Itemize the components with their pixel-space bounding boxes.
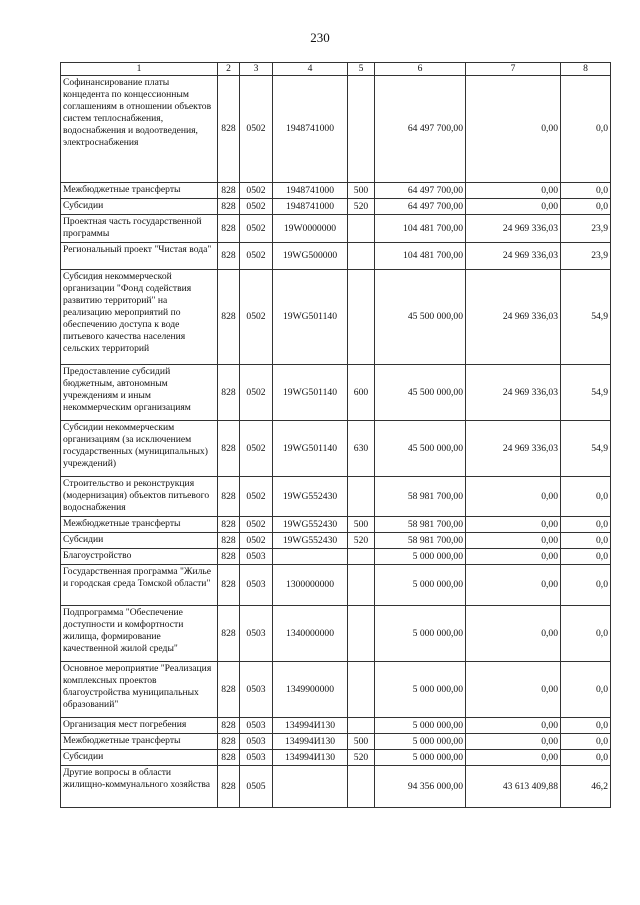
execution-percent-cell: 0,0	[561, 718, 611, 734]
table-row	[61, 421, 611, 477]
planned-amount-cell: 45 500 000,00	[375, 421, 466, 477]
executed-amount-cell: 0,00	[466, 606, 561, 662]
executed-amount-cell: 0,00	[466, 662, 561, 718]
header-cell: 4	[273, 63, 348, 76]
ministry-code-cell: 828	[218, 734, 240, 750]
planned-amount-cell: 64 497 700,00	[375, 199, 466, 215]
row-name-cell: Софинансирование платы концедента по концессионным соглашениям в отношении объектов систем теплоснабжения, водоснабжения и водоотведения, электроснабжения	[61, 76, 218, 183]
target-article-code-cell	[273, 766, 348, 808]
row-name-cell: Субсидии	[61, 199, 218, 215]
executed-amount-cell: 43 613 409,88	[466, 766, 561, 808]
expense-type-code-cell	[348, 718, 375, 734]
page-number: 230	[310, 30, 330, 45]
target-article-code-cell: 1948741000	[273, 183, 348, 199]
expense-type-code-cell	[348, 766, 375, 808]
ministry-code-cell: 828	[218, 421, 240, 477]
section-code-cell: 0503	[240, 549, 273, 565]
executed-amount-cell: 24 969 336,03	[466, 243, 561, 270]
section-code-cell: 0503	[240, 750, 273, 766]
target-article-code-cell: 19WG501140	[273, 270, 348, 365]
expense-type-code-cell	[348, 606, 375, 662]
section-code-cell: 0502	[240, 421, 273, 477]
ministry-code-cell: 828	[218, 565, 240, 606]
execution-percent-cell: 0,0	[561, 533, 611, 549]
row-name-cell: Субсидии	[61, 750, 218, 766]
execution-percent-cell: 0,0	[561, 183, 611, 199]
executed-amount-cell: 0,00	[466, 718, 561, 734]
row-name-cell: Благоустройство	[61, 549, 218, 565]
table-row	[61, 517, 611, 533]
target-article-code-cell: 19WG552430	[273, 533, 348, 549]
section-code-cell: 0502	[240, 517, 273, 533]
execution-percent-cell: 0,0	[561, 750, 611, 766]
section-code-cell: 0502	[240, 270, 273, 365]
row-name-cell: Межбюджетные трансферты	[61, 734, 218, 750]
executed-amount-cell: 0,00	[466, 533, 561, 549]
header-cell: 8	[561, 63, 611, 76]
planned-amount-cell: 94 356 000,00	[375, 766, 466, 808]
target-article-code-cell	[273, 549, 348, 565]
target-article-code-cell: 1340000000	[273, 606, 348, 662]
execution-percent-cell: 23,9	[561, 215, 611, 243]
expense-type-code-cell: 520	[348, 750, 375, 766]
section-code-cell: 0503	[240, 662, 273, 718]
planned-amount-cell: 5 000 000,00	[375, 565, 466, 606]
header-cell: 6	[375, 63, 466, 76]
executed-amount-cell: 24 969 336,03	[466, 365, 561, 421]
planned-amount-cell: 58 981 700,00	[375, 517, 466, 533]
ministry-code-cell: 828	[218, 270, 240, 365]
executed-amount-cell: 0,00	[466, 734, 561, 750]
row-name-cell: Межбюджетные трансферты	[61, 183, 218, 199]
execution-percent-cell: 0,0	[561, 606, 611, 662]
executed-amount-cell: 0,00	[466, 76, 561, 183]
section-code-cell: 0502	[240, 215, 273, 243]
executed-amount-cell: 0,00	[466, 199, 561, 215]
section-code-cell: 0502	[240, 243, 273, 270]
table-row	[61, 606, 611, 662]
header-cell: 2	[218, 63, 240, 76]
expense-type-code-cell	[348, 565, 375, 606]
planned-amount-cell: 104 481 700,00	[375, 243, 466, 270]
ministry-code-cell: 828	[218, 718, 240, 734]
expense-type-code-cell: 500	[348, 183, 375, 199]
expense-type-code-cell	[348, 549, 375, 565]
planned-amount-cell: 5 000 000,00	[375, 750, 466, 766]
table-row	[61, 565, 611, 606]
planned-amount-cell: 64 497 700,00	[375, 76, 466, 183]
ministry-code-cell: 828	[218, 533, 240, 549]
expense-type-code-cell	[348, 76, 375, 183]
target-article-code-cell: 19WG501140	[273, 365, 348, 421]
execution-percent-cell: 0,0	[561, 662, 611, 718]
planned-amount-cell: 5 000 000,00	[375, 549, 466, 565]
table-row	[61, 533, 611, 549]
ministry-code-cell: 828	[218, 766, 240, 808]
section-code-cell: 0502	[240, 365, 273, 421]
execution-percent-cell: 0,0	[561, 76, 611, 183]
budget-table	[60, 62, 611, 808]
execution-percent-cell: 0,0	[561, 517, 611, 533]
row-name-cell: Строительство и реконструкция (модернизация) объектов питьевого водоснабжения	[61, 477, 218, 517]
planned-amount-cell: 5 000 000,00	[375, 606, 466, 662]
target-article-code-cell: 134994И130	[273, 718, 348, 734]
section-code-cell: 0502	[240, 533, 273, 549]
target-article-code-cell: 19WG552430	[273, 477, 348, 517]
row-name-cell: Другие вопросы в области жилищно-коммунального хозяйства	[61, 766, 218, 808]
planned-amount-cell: 58 981 700,00	[375, 477, 466, 517]
table-row	[61, 718, 611, 734]
section-code-cell: 0502	[240, 477, 273, 517]
planned-amount-cell: 45 500 000,00	[375, 365, 466, 421]
expense-type-code-cell	[348, 243, 375, 270]
expense-type-code-cell	[348, 662, 375, 718]
row-name-cell: Государственная программа "Жилье и городская среда Томской области"	[61, 565, 218, 606]
executed-amount-cell: 0,00	[466, 183, 561, 199]
header-cell: 3	[240, 63, 273, 76]
table-row	[61, 549, 611, 565]
ministry-code-cell: 828	[218, 750, 240, 766]
expense-type-code-cell: 500	[348, 517, 375, 533]
execution-percent-cell: 0,0	[561, 477, 611, 517]
table-row	[61, 662, 611, 718]
expense-type-code-cell: 630	[348, 421, 375, 477]
ministry-code-cell: 828	[218, 199, 240, 215]
section-code-cell: 0503	[240, 565, 273, 606]
row-name-cell: Организация мест погребения	[61, 718, 218, 734]
table-row	[61, 734, 611, 750]
expense-type-code-cell: 500	[348, 734, 375, 750]
executed-amount-cell: 0,00	[466, 477, 561, 517]
executed-amount-cell: 24 969 336,03	[466, 215, 561, 243]
target-article-code-cell: 1349900000	[273, 662, 348, 718]
header-cell: 1	[61, 63, 218, 76]
executed-amount-cell: 24 969 336,03	[466, 421, 561, 477]
execution-percent-cell: 0,0	[561, 734, 611, 750]
expense-type-code-cell	[348, 215, 375, 243]
target-article-code-cell: 19W0000000	[273, 215, 348, 243]
expense-type-code-cell	[348, 270, 375, 365]
planned-amount-cell: 5 000 000,00	[375, 662, 466, 718]
row-name-cell: Субсидия некоммерческой организации "Фонд содействия развитию территорий" на реализацию мероприятий по обеспечению доступа к воде питьевого качества населения сельских территорий	[61, 270, 218, 365]
executed-amount-cell: 0,00	[466, 549, 561, 565]
execution-percent-cell: 54,9	[561, 421, 611, 477]
ministry-code-cell: 828	[218, 517, 240, 533]
section-code-cell: 0505	[240, 766, 273, 808]
planned-amount-cell: 45 500 000,00	[375, 270, 466, 365]
execution-percent-cell: 23,9	[561, 243, 611, 270]
row-name-cell: Предоставление субсидий бюджетным, автономным учреждениям и иным некоммерческим организациям	[61, 365, 218, 421]
target-article-code-cell: 19WG552430	[273, 517, 348, 533]
section-code-cell: 0502	[240, 76, 273, 183]
execution-percent-cell: 54,9	[561, 270, 611, 365]
header-cell: 5	[348, 63, 375, 76]
expense-type-code-cell: 520	[348, 533, 375, 549]
target-article-code-cell: 19WG500000	[273, 243, 348, 270]
table-row	[61, 183, 611, 199]
ministry-code-cell: 828	[218, 549, 240, 565]
ministry-code-cell: 828	[218, 215, 240, 243]
section-code-cell: 0503	[240, 606, 273, 662]
target-article-code-cell: 1948741000	[273, 199, 348, 215]
executed-amount-cell: 24 969 336,03	[466, 270, 561, 365]
ministry-code-cell: 828	[218, 662, 240, 718]
table-row	[61, 750, 611, 766]
table-row	[61, 766, 611, 808]
row-name-cell: Подпрограмма "Обеспечение доступности и комфортности жилища, формирование качественной жилой среды"	[61, 606, 218, 662]
ministry-code-cell: 828	[218, 76, 240, 183]
ministry-code-cell: 828	[218, 243, 240, 270]
row-name-cell: Субсидии некоммерческим организациям (за исключением государственных (муниципальных) учреждений)	[61, 421, 218, 477]
row-name-cell: Региональный проект "Чистая вода"	[61, 243, 218, 270]
row-name-cell: Межбюджетные трансферты	[61, 517, 218, 533]
target-article-code-cell: 1948741000	[273, 76, 348, 183]
execution-percent-cell: 0,0	[561, 565, 611, 606]
header-row	[61, 63, 611, 76]
ministry-code-cell: 828	[218, 606, 240, 662]
table-row	[61, 76, 611, 183]
ministry-code-cell: 828	[218, 183, 240, 199]
row-name-cell: Основное мероприятие "Реализация комплексных проектов благоустройства муниципальных образований"	[61, 662, 218, 718]
section-code-cell: 0502	[240, 199, 273, 215]
ministry-code-cell: 828	[218, 477, 240, 517]
target-article-code-cell: 19WG501140	[273, 421, 348, 477]
target-article-code-cell: 1300000000	[273, 565, 348, 606]
table-row	[61, 365, 611, 421]
executed-amount-cell: 0,00	[466, 565, 561, 606]
expense-type-code-cell	[348, 477, 375, 517]
executed-amount-cell: 0,00	[466, 750, 561, 766]
target-article-code-cell: 134994И130	[273, 734, 348, 750]
planned-amount-cell: 64 497 700,00	[375, 183, 466, 199]
expense-type-code-cell: 600	[348, 365, 375, 421]
row-name-cell: Проектная часть государственной программы	[61, 215, 218, 243]
table-row	[61, 243, 611, 270]
planned-amount-cell: 58 981 700,00	[375, 533, 466, 549]
ministry-code-cell: 828	[218, 365, 240, 421]
table-row	[61, 215, 611, 243]
table-row	[61, 199, 611, 215]
section-code-cell: 0503	[240, 718, 273, 734]
header-cell: 7	[466, 63, 561, 76]
section-code-cell: 0503	[240, 734, 273, 750]
planned-amount-cell: 5 000 000,00	[375, 734, 466, 750]
execution-percent-cell: 0,0	[561, 199, 611, 215]
section-code-cell: 0502	[240, 183, 273, 199]
table-row	[61, 477, 611, 517]
planned-amount-cell: 5 000 000,00	[375, 718, 466, 734]
expense-type-code-cell: 520	[348, 199, 375, 215]
row-name-cell: Субсидии	[61, 533, 218, 549]
executed-amount-cell: 0,00	[466, 517, 561, 533]
execution-percent-cell: 0,0	[561, 549, 611, 565]
target-article-code-cell: 134994И130	[273, 750, 348, 766]
table-row	[61, 270, 611, 365]
execution-percent-cell: 54,9	[561, 365, 611, 421]
planned-amount-cell: 104 481 700,00	[375, 215, 466, 243]
execution-percent-cell: 46,2	[561, 766, 611, 808]
